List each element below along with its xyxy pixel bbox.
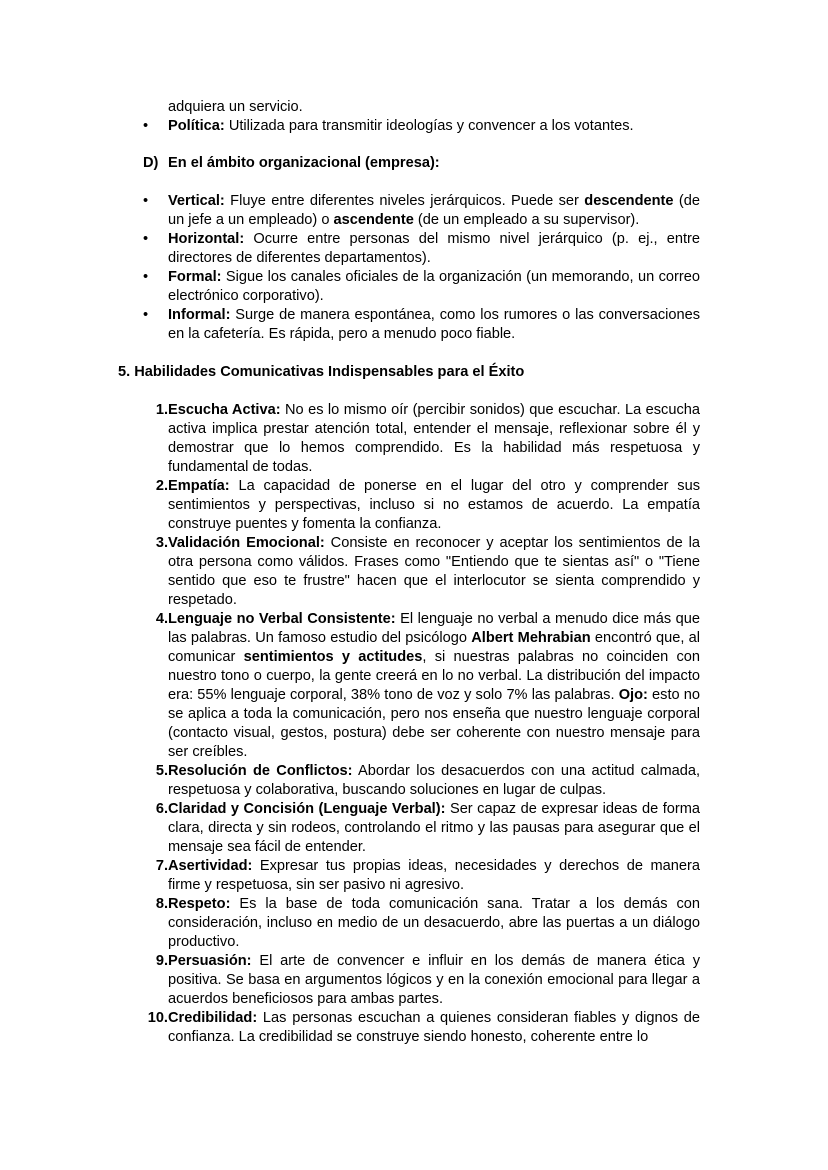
item-text: Sigue los canales oficiales de la organización (un memorando, un correo electrónico corporativo). <box>168 269 700 304</box>
item-number: 4. <box>155 611 168 627</box>
term: Vertical: <box>168 193 225 209</box>
bold-text: ascendente <box>333 212 414 228</box>
item-text: Es la base de toda comunicación sana. Tratar a los demás con consideración, incluso en medio de un desacuerdo, abre las puertas a un diálogo productivo. <box>168 896 700 950</box>
term: Claridad y Concisión (Lenguaje Verbal): <box>168 801 446 817</box>
bold-text: sentimientos y actitudes <box>243 649 423 665</box>
term: Lenguaje no Verbal Consistente: <box>168 611 396 627</box>
term: Validación Emocional: <box>168 535 325 551</box>
item-text: Utilizada para transmitir ideologías y convencer a los votantes. <box>224 118 634 134</box>
item-number: 9. <box>155 953 168 969</box>
item-text: Consiste en reconocer y aceptar los sentimientos de la otra persona como válidos. Frases como "Entiendo que te sientas así" o "Tiene sentido que eso te frustre" hacen que el interlocutor se sienta comprendido y respetado. <box>168 535 700 608</box>
item-text: (de un jefe a un empleado) o <box>168 193 700 228</box>
item-number: 8. <box>155 896 168 912</box>
list-item-vertical <box>118 192 700 230</box>
term: Formal: <box>168 269 222 285</box>
continuation-line: adquiera un servicio. <box>168 99 303 115</box>
item-text: El arte de convencer e influir en los demás de manera ética y positiva. Se basa en argumentos lógicos y en la conexión emocional para llegar a acuerdos beneficiosos para ambas partes. <box>168 953 700 1007</box>
document-body <box>118 98 700 1047</box>
item-text: , si nuestras palabras no coinciden con nuestro tono o cuerpo, la gente creerá en lo no verbal. La distribución del impacto era: 55% lenguaje corporal, 38% tono de voz y solo 7% las palabras. <box>168 649 701 703</box>
item-number: 7. <box>155 858 168 874</box>
politica-list <box>118 117 700 136</box>
term: Respeto: <box>168 896 231 912</box>
term: Asertividad: <box>168 858 253 874</box>
list-item-skill-9 <box>118 952 700 1009</box>
bold-text: descendente <box>584 193 674 209</box>
item-number: 10. <box>147 1010 168 1026</box>
item-text: encontró que, al comunicar <box>168 630 700 665</box>
list-item-skill-8 <box>118 895 700 952</box>
term: Informal: <box>168 307 231 323</box>
section-d-title: En el ámbito organizacional (empresa): <box>168 155 440 171</box>
list-item-skill-4 <box>118 610 700 762</box>
item-text: Expresar tus propias ideas, necesidades y derechos de manera firme y respetuosa, sin ser pasivo ni agresivo. <box>168 858 700 893</box>
org-communication-list <box>118 192 700 344</box>
list-item-informal <box>118 306 700 344</box>
term: Resolución de Conflictos: <box>168 763 353 779</box>
item-text: Ocurre entre personas del mismo nivel jerárquico (p. ej., entre directores de diferentes departamentos). <box>168 231 700 266</box>
skills-list <box>118 401 700 1047</box>
list-item-politica <box>118 117 700 136</box>
term: Horizontal: <box>168 231 245 247</box>
section-d-label: D) <box>143 155 159 171</box>
bold-text: Albert Mehrabian <box>471 630 591 646</box>
item-number: 1. <box>155 402 168 418</box>
list-item-skill-10 <box>118 1009 700 1047</box>
item-text: Abordar los desacuerdos con una actitud calmada, respetuosa y colaborativa, buscando soluciones en lugar de culpas. <box>168 763 701 798</box>
section-5-heading: 5. Habilidades Comunicativas Indispensables para el Éxito <box>118 364 525 380</box>
list-item-skill-7 <box>118 857 700 895</box>
term: Escucha Activa: <box>168 402 281 418</box>
term: Empatía: <box>168 478 230 494</box>
item-text: Las personas escuchan a quienes consideran fiables y dignos de confianza. La credibilidad se construye siendo honesto, coherente entre lo <box>168 1010 700 1045</box>
item-text: Ser capaz de expresar ideas de forma clara, directa y sin rodeos, controlando el ritmo y las pausas para asegurar que el mensaje sea fácil de entender. <box>168 801 700 855</box>
list-item-skill-6 <box>118 800 700 857</box>
list-item-skill-3 <box>118 534 700 610</box>
list-item-skill-1 <box>118 401 700 477</box>
item-text: esto no se aplica a toda la comunicación, pero nos enseña que nuestro lenguaje corporal (contacto visual, gestos, postura) debe ser coherente con nuestro mensaje para ser creíbles. <box>168 687 700 760</box>
item-number: 6. <box>155 801 168 817</box>
list-item-skill-5 <box>118 762 700 800</box>
item-text: El lenguaje no verbal a menudo dice más que las palabras. Un famoso estudio del psicólogo <box>168 611 700 646</box>
term: Política: <box>168 118 225 134</box>
item-text: No es lo mismo oír (percibir sonidos) que escuchar. La escucha activa implica prestar atención total, entender el mensaje, reflexionar sobre él y demostrar que lo hemos comprendido. Es la habilidad más respetuosa y fundamental de todas. <box>168 402 700 475</box>
item-text: (de un empleado a su supervisor). <box>413 212 640 228</box>
item-number: 2. <box>155 478 168 494</box>
term: Credibilidad: <box>168 1010 258 1026</box>
item-text: Surge de manera espontánea, como los rumores o las conversaciones en la cafetería. Es rápida, pero a menudo poco fiable. <box>168 307 700 342</box>
item-text: Fluye entre diferentes niveles jerárquicos. Puede ser <box>224 193 585 209</box>
list-item-horizontal <box>118 230 700 268</box>
section-d-heading <box>118 154 700 173</box>
item-number: 3. <box>155 535 168 551</box>
list-item-formal <box>118 268 700 306</box>
item-text: La capacidad de ponerse en el lugar del otro y comprender sus sentimientos y perspectivas, incluso si no estamos de acuerdo. La empatía construye puentes y fomenta la confianza. <box>168 478 700 532</box>
term: Persuasión: <box>168 953 252 969</box>
list-item-skill-2 <box>118 477 700 534</box>
bold-text: Ojo: <box>618 687 648 703</box>
item-number: 5. <box>155 763 168 779</box>
